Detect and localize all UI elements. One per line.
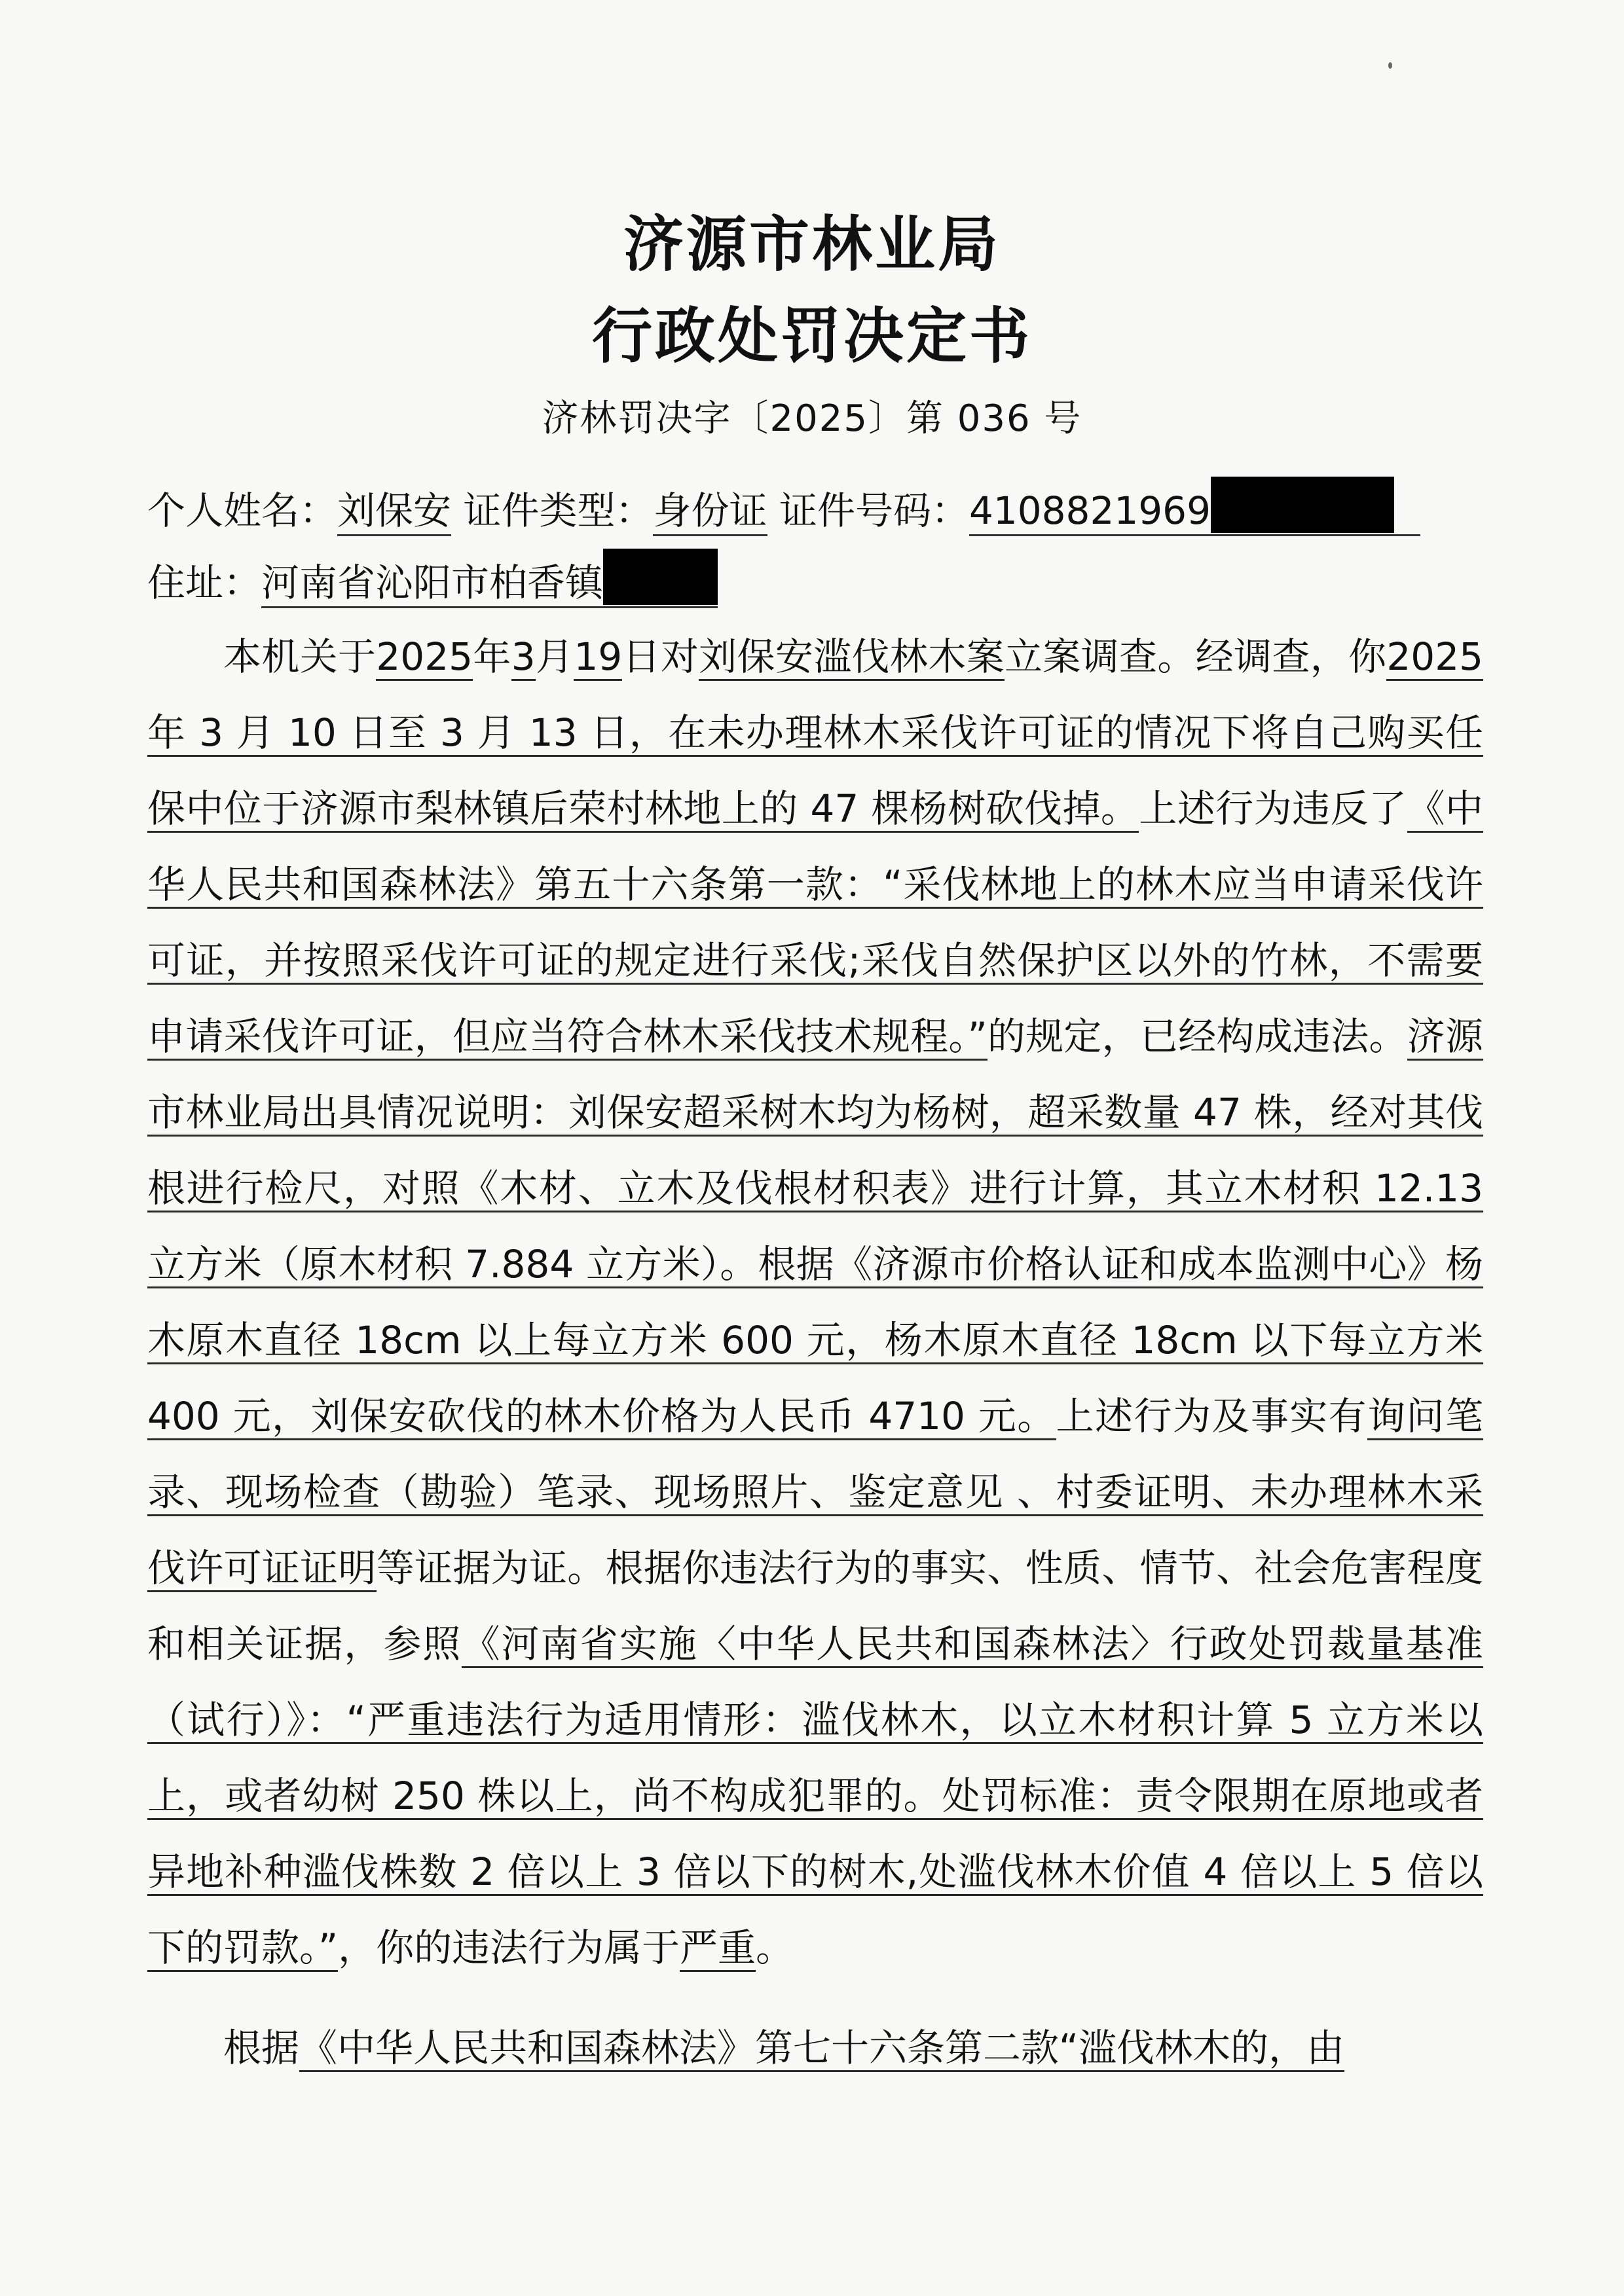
underlined-text: 刘保安滥伐林木案 [699,634,1005,681]
body-paragraph-facts [147,619,1483,1986]
body-text: 上述行为违反了 [1139,786,1407,831]
name-label: 个人姓名： [147,488,338,533]
underlined-text: 2025 [376,634,473,681]
name-value: 刘保安 [337,488,451,536]
body-text: 本机关于 [223,634,377,679]
underlined-text: 严重 [680,1925,756,1972]
id-number-text: 4108821969 [969,488,1211,533]
body-text: 年 [473,634,511,679]
party-info-row [147,477,1420,535]
body-text: 。 [756,1925,794,1970]
underlined-text: 《中华人民共和国森林法》第五十六条第一款：“采伐林地上的林木应当申请采伐许可证，并按照采伐许可证的规定进行采伐;采伐自然保护区以外的竹林，不需要申请采伐许可证，但应当符合林木采伐技术规程。” [147,786,1483,1061]
address-value [261,560,718,608]
body-text: 日对 [622,634,699,679]
body-text: 上述行为及事实有 [1056,1394,1368,1438]
redaction-block [603,549,718,605]
underlined-text: 济源市林业局出具情况说明：刘保安超采树木均为杨树，超采数量 47 株，经对其伐根进行检尺，对照《木材、立木及伐根材积表》进行计算，其立木材积 12.13 立方米（原木材积 7.884 立方米）。根据《济源市价格认证和成本监测中心》杨木原木直径 18cm 以上每立方米 600 元，杨木原木直径 18cm 以下每立方米 400 元，刘保安砍伐的林木价格为人民币 4710 元。 [147,1014,1483,1440]
address-text: 河南省沁阳市柏香镇 [261,560,604,605]
redaction-block [1211,477,1394,533]
body-text: ，你的违法行为属于 [338,1925,680,1970]
address-row [147,549,718,607]
body-paragraph-legal-basis [147,2010,1483,2086]
id-number-label: 证件号码： [779,488,969,533]
body-text: 根据 [223,2026,300,2070]
body-text: 立案调查。经调查，你 [1004,634,1387,679]
id-type-value: 身份证 [653,488,767,536]
underlined-text: 《河南省实施〈中华人民共和国森林法〉行政处罚裁量基准（试行）》：“严重违法行为适用情形：滥伐林木，以立木材积计算 5 立方米以上，或者幼树 250 株以上，尚不构成犯罪的。处罚标准：责令限期在原地或者异地补种滥伐株数 2 倍以上 3 倍以下的树木,处滥伐林木价值 4 倍以上 5 倍以下的罚款。” [147,1622,1483,1972]
document-type-title: 行政处罚决定书 [591,301,1032,371]
body-text: 等证据为证。根据你违法行为的事实、性质、情节、社会危害程度和相关证据，参照 [147,1546,1483,1666]
scan-speck [1388,62,1392,69]
underlined-text: 《中华人民共和国森林法》第七十六条第二款“滥伐林木的，由 [299,2026,1344,2072]
id-number-value [969,488,1420,536]
body-text: 月 [535,634,574,679]
document-number: 济林罚决字〔2025〕第 036 号 [542,397,1082,440]
underlined-text: 2025 年 3 月 10 日至 3 月 13 日，在未办理林木采伐许可证的情况下将自己购买任保中位于济源市梨林镇后荣村林地上的 47 棵杨树砍伐掉。 [147,634,1483,833]
underlined-text: 19 [574,634,622,681]
id-type-label: 证件类型： [463,488,654,533]
underlined-text: 3 [511,634,536,681]
body-text: 的规定，已经构成违法。 [987,1014,1407,1059]
address-label: 住址： [147,560,262,605]
agency-title: 济源市林业局 [623,209,1001,280]
underlined-text: 询问笔录、现场检查（勘验）笔录、现场照片、鉴定意见 、村委证明、未办理林木采伐许可证证明 [147,1394,1483,1592]
